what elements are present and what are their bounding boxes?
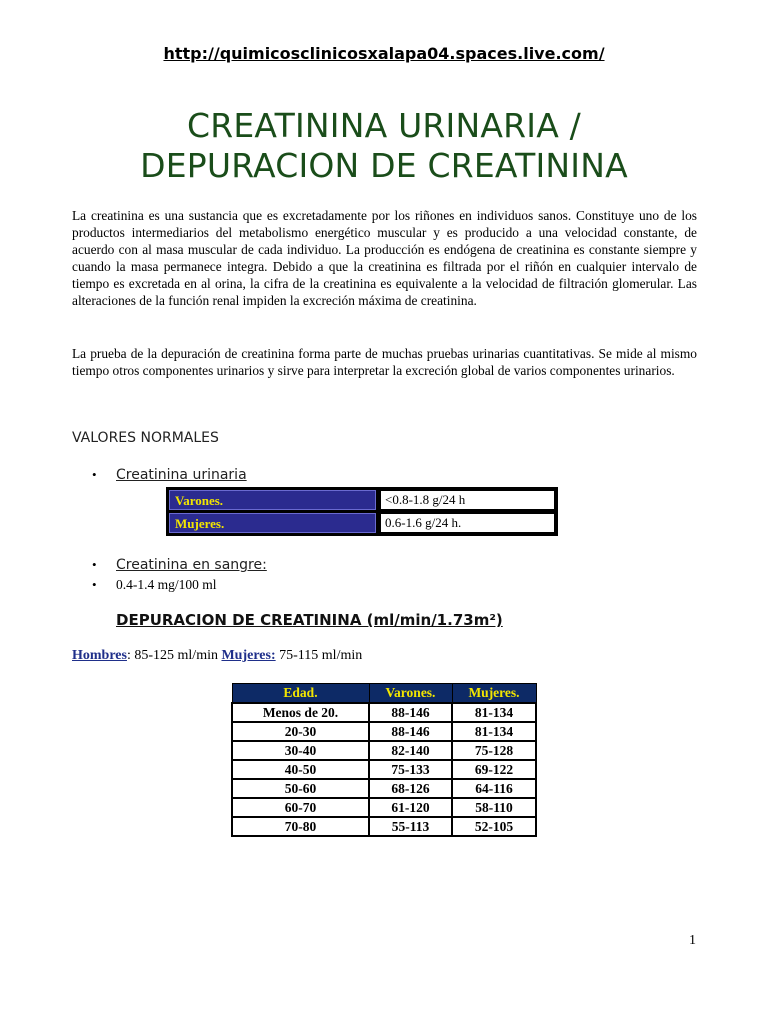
header-url[interactable]: http://quimicosclinicosxalapa04.spaces.live.com/ [163, 44, 605, 63]
bullet-creatinina-urinaria [92, 467, 247, 483]
hombres-value: : 85-125 ml/min [126, 648, 222, 663]
test-paragraph: La prueba de la depuración de creatinina forma parte de muchas pruebas urinarias cuantitativas. Se mide al mismo tiempo otros componentes urinarios y sirve para interpretar la excreción global de varios componentes urinarios. [72, 346, 697, 378]
depuracion-normal-values [72, 648, 362, 664]
title-line-2: DEPURACION DE CREATININA [140, 146, 628, 185]
table-cell: 20-30 [232, 722, 369, 741]
depuracion-heading: DEPURACION DE CREATININA (ml/min/1.73m²) [116, 611, 503, 629]
urinaria-table [166, 487, 558, 536]
page-number: 1 [689, 933, 696, 948]
depuracion-age-table [231, 683, 537, 837]
table-cell: 40-50 [232, 760, 369, 779]
bullet-creatinina-sangre [92, 557, 267, 573]
column-header-varones: Varones. [369, 684, 452, 704]
table-cell: 50-60 [232, 779, 369, 798]
table-cell: 30-40 [232, 741, 369, 760]
urinaria-label-cell: Mujeres. [169, 513, 376, 533]
table-cell: 88-146 [369, 722, 452, 741]
creatinina-urinaria-label: Creatinina urinaria [116, 467, 247, 483]
page-title [0, 106, 768, 186]
valores-normales-heading: VALORES NORMALES [72, 430, 219, 446]
bullet-sangre-value [92, 577, 217, 593]
hombres-label: Hombres [72, 648, 127, 663]
table-row [232, 779, 536, 798]
table-row [169, 513, 555, 533]
table-cell: 75-133 [369, 760, 452, 779]
bullet-icon: • [92, 577, 97, 592]
mujeres-value: 75-115 ml/min [275, 648, 363, 663]
table-cell: 60-70 [232, 798, 369, 817]
table-cell: 81-134 [452, 703, 536, 722]
table-cell: Menos de 20. [232, 703, 369, 722]
table-cell: 69-122 [452, 760, 536, 779]
table-cell: 55-113 [369, 817, 452, 836]
table-row [232, 798, 536, 817]
urinaria-value-cell: <0.8-1.8 g/24 h [380, 490, 555, 510]
table-cell: 82-140 [369, 741, 452, 760]
table-cell: 70-80 [232, 817, 369, 836]
table-row [169, 490, 555, 510]
intro-paragraph: La creatinina es una sustancia que es excretadamente por los riñones en individuos sanos. Constituye uno de los productos intermediarios del metabolismo energético muscular y es producido a una velocidad constante, de acuerdo con al masa muscular de cada individuo. La producción es endógena de creatinina es constante siempre y cuando la masa permanece integra. Debido a que la creatinina es filtrada por el riñón en cualquier intervalo de tiempo es excretada en al orina, la cifra de la creatinina es equivalente a la velocidad de filtración glomerular. Las alteraciones de la función renal impiden la excreción máxima de creatinina. [72, 208, 697, 308]
table-row [232, 722, 536, 741]
table-cell: 61-120 [369, 798, 452, 817]
table-cell: 81-134 [452, 722, 536, 741]
title-line-1: CREATININA URINARIA / [186, 106, 581, 145]
urinaria-value-cell: 0.6-1.6 g/24 h. [380, 513, 555, 533]
mujeres-label: Mujeres: [221, 648, 276, 663]
column-header-mujeres: Mujeres. [452, 684, 536, 704]
urinaria-label-cell: Varones. [169, 490, 376, 510]
table-row [232, 703, 536, 722]
table-row [232, 760, 536, 779]
table-cell: 88-146 [369, 703, 452, 722]
table-cell: 64-116 [452, 779, 536, 798]
creatinina-sangre-label: Creatinina en sangre: [116, 557, 267, 573]
table-cell: 52-105 [452, 817, 536, 836]
bullet-icon: • [92, 557, 97, 572]
table-row [232, 741, 536, 760]
table-cell: 68-126 [369, 779, 452, 798]
table-row [232, 817, 536, 836]
table-cell: 58-110 [452, 798, 536, 817]
bullet-icon: • [92, 467, 97, 482]
table-header-row [232, 684, 536, 704]
column-header-edad: Edad. [232, 684, 369, 704]
table-cell: 75-128 [452, 741, 536, 760]
sangre-value: 0.4-1.4 mg/100 ml [116, 577, 217, 592]
